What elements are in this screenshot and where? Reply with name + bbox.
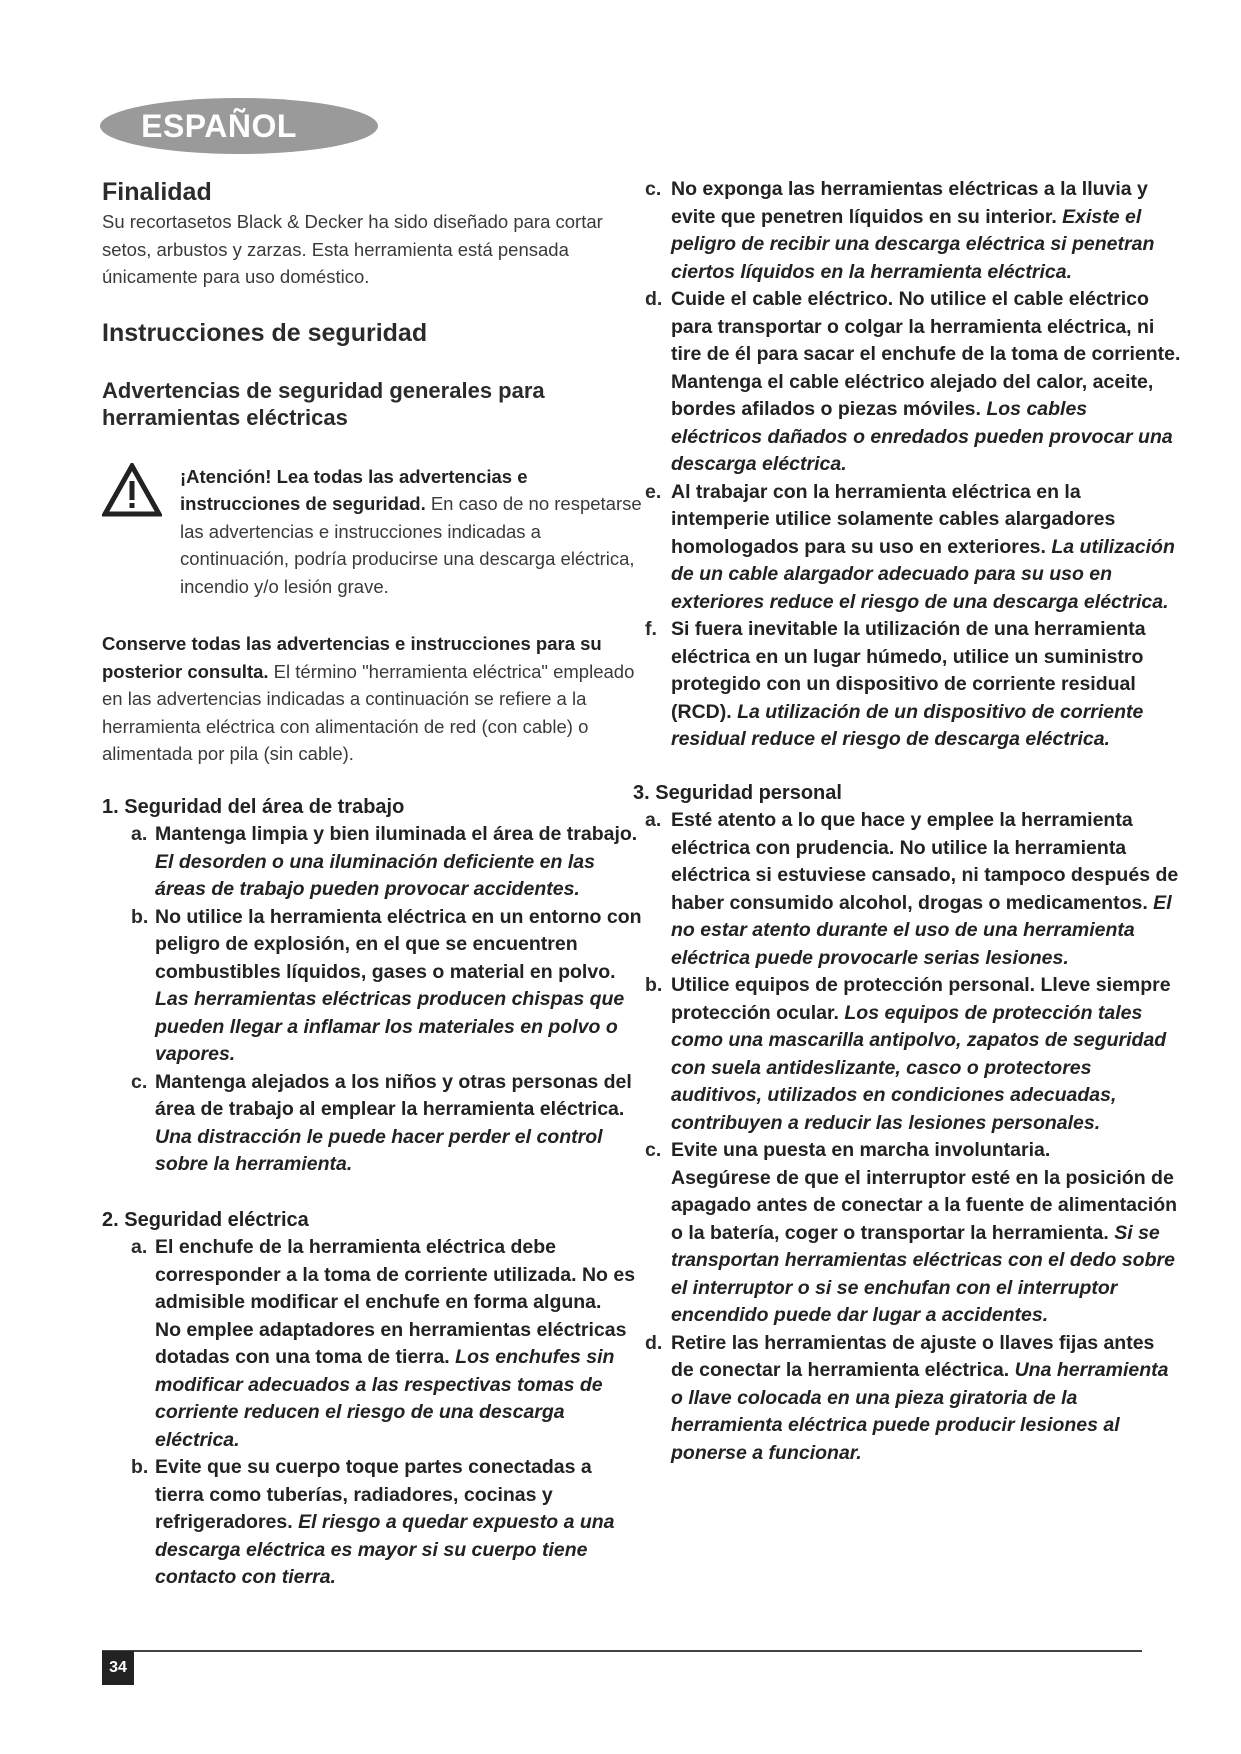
list-item: [102, 904, 642, 1069]
language-tab: [100, 98, 378, 154]
section-2-heading: 2. Seguridad eléctrica: [102, 1208, 309, 1231]
item-bold: Utilice equipos de protección personal. Lleve siempre protección ocular.: [671, 974, 1171, 1024]
warning-icon: [102, 463, 162, 517]
list-item: [637, 479, 1182, 617]
item-bold: Si fuera inevitable la utilización de una herramienta eléctrica en un lugar húmedo, utilice un suministro protegido con un dispositivo de corriente residual (RCD).: [671, 618, 1146, 723]
item-italic: Los enchufes sin modificar adecuados a las respectivas tomas de corriente reducen el riesgo de una descarga eléctrica.: [155, 1346, 615, 1451]
left-column: [102, 176, 642, 1592]
item-label: e.: [645, 480, 662, 503]
right-column: [633, 176, 1182, 1467]
list-item: [637, 616, 1182, 754]
item-italic: Una distracción le puede hacer perder el control sobre la herramienta.: [155, 1125, 603, 1175]
warning-bold: ¡Atención! Lea todas las advertencias e instrucciones de seguridad.: [180, 465, 528, 514]
list-item: [102, 1234, 642, 1454]
item-bold-2: Asegúrese de que el interruptor esté en la posición de apagado antes de conectar a la fuente de alimentación o la batería, coger o transportar la herramienta.: [671, 1166, 1178, 1244]
list-item: [102, 821, 642, 904]
item-italic: Los cables eléctricos dañados o enredados pueden provocar una descarga eléctrica.: [671, 398, 1173, 475]
item-bold: Mantenga alejados a los niños y otras personas del área de trabajo al emplear la herramienta eléctrica.: [155, 1070, 632, 1120]
item-bold: Evite que su cuerpo toque partes conectadas a tierra como tuberías, radiadores, cocinas y refrigeradores.: [155, 1456, 592, 1533]
language-label: ESPAÑOL: [141, 107, 297, 144]
item-italic: Una herramienta o llave colocada en una pieza giratoria de la herramienta eléctrica puede producir lesiones al ponerse a funcionar.: [671, 1359, 1169, 1464]
warning-block: [102, 463, 642, 601]
section-1-heading: 1. Seguridad del área de trabajo: [102, 795, 405, 818]
section-3-heading: 3. Seguridad personal: [633, 781, 842, 804]
finalidad-heading: Finalidad: [102, 178, 212, 206]
item-italic: Existe el peligro de recibir una descarga eléctrica si penetran ciertos líquidos en la herramienta eléctrica.: [671, 205, 1155, 283]
conserve-text: [102, 630, 642, 768]
item-italic: Si se transportan herramientas eléctricas con el dedo sobre el interruptor o si se enchufan con el interruptor encendido puede dar lugar a accidentes.: [671, 1221, 1175, 1326]
list-item: [637, 1137, 1182, 1330]
item-label: c.: [131, 1070, 148, 1093]
item-label: d.: [645, 1331, 663, 1354]
item-bold: Al trabajar con la herramienta eléctrica en la intemperie utilice solamente cables alargadores homologados para su uso en exteriores.: [671, 480, 1116, 558]
item-italic: El desorden o una iluminación deficiente en las áreas de trabajo pueden provocar accidentes.: [155, 850, 595, 900]
item-label: a.: [131, 823, 148, 845]
item-bold-2: No emplee adaptadores en herramientas eléctricas dotadas con una toma de tierra.: [155, 1318, 627, 1368]
list-item: [102, 1454, 642, 1592]
conserve-bold: Conserve todas las advertencias e instrucciones para su posterior consulta.: [102, 633, 602, 682]
item-bold: Esté atento a lo que hace y emplee la herramienta eléctrica con prudencia. No utilice la herramienta eléctrica si estuviese cansado, ni tampoco después de haber consumido alcohol, drogas o medicamentos.: [671, 809, 1179, 914]
page-number: 34: [102, 1651, 134, 1685]
item-label: b.: [645, 974, 663, 996]
item-bold: No utilice la herramienta eléctrica en un entorno con peligro de explosión, en el que se encuentren combustibles líquidos, gases o material en polvo.: [155, 905, 642, 983]
warning-text: [180, 463, 642, 601]
item-bold: Mantenga limpia y bien iluminada el área de trabajo.: [155, 823, 638, 845]
item-italic: Las herramientas eléctricas producen chispas que pueden llegar a inflamar los materiales en polvo o vapores.: [155, 988, 625, 1065]
item-italic: La utilización de un dispositivo de corriente residual reduce el riesgo de descarga eléctrica.: [671, 700, 1144, 750]
list-item: [637, 972, 1182, 1137]
item-label: b.: [131, 1456, 149, 1478]
list-item: [637, 1330, 1182, 1468]
item-label: c.: [645, 1139, 662, 1161]
item-bold: El enchufe de la herramienta eléctrica debe corresponder a la toma de corriente utilizada. No es admisible modificar el enchufe en forma alguna.: [155, 1236, 636, 1313]
advertencias-heading: Advertencias de seguridad generales para herramientas eléctricas: [102, 377, 545, 430]
item-italic: El riesgo a quedar expuesto a una descarga eléctrica es mayor si su cuerpo tiene contacto con tierra.: [155, 1511, 615, 1588]
item-italic: La utilización de un cable alargador adecuado para su uso en exteriores reduce el riesgo de una descarga eléctrica.: [671, 535, 1175, 613]
footer-rule: [102, 1650, 1142, 1652]
item-italic: Los equipos de protección tales como una mascarilla antipolvo, zapatos de seguridad con suela antideslizante, casco o protectores auditivos, utilizados en condiciones adecuadas, contribuyen a reducir las lesiones personales.: [671, 1001, 1167, 1134]
item-bold: No exponga las herramientas eléctricas a la lluvia y evite que penetren líquidos en su interior.: [671, 178, 1148, 228]
item-bold: Evite una puesta en marcha involuntaria.: [671, 1139, 1051, 1161]
item-label: d.: [645, 288, 663, 310]
item-label: c.: [645, 178, 662, 200]
list-item: [637, 176, 1182, 286]
item-bold: Cuide el cable eléctrico. No utilice el cable eléctrico para transportar o colgar la herramienta eléctrica, ni tire de él para sacar el enchufe de la toma de corriente. Mantenga el cable eléctrico alejado del calor, aceite, bordes afilados o piezas móviles.: [671, 288, 1181, 420]
list-item: [102, 1069, 642, 1179]
list-item: [637, 286, 1182, 479]
item-label: a.: [131, 1236, 148, 1258]
list-item: [637, 807, 1182, 972]
item-label: b.: [131, 905, 149, 928]
item-bold: Retire las herramientas de ajuste o llaves fijas antes de conectar la herramienta eléctrica.: [671, 1331, 1155, 1381]
item-label: f.: [645, 618, 657, 640]
item-italic: El no estar atento durante el uso de una herramienta eléctrica puede provocarle serias lesiones.: [671, 891, 1172, 969]
item-label: a.: [645, 809, 662, 831]
finalidad-text: Su recortasetos Black & Decker ha sido diseñado para cortar setos, arbustos y zarzas. Esta herramienta está pensada únicamente para uso doméstico.: [102, 211, 603, 287]
conserve-body: El término "herramienta eléctrica" empleado en las advertencias indicadas a continuación se refiere a la herramienta eléctrica con alimentación de red (con cable) o alimentada por pila (sin cable).: [102, 660, 635, 764]
instrucciones-heading: Instrucciones de seguridad: [102, 318, 428, 347]
warning-body: En caso de no respetarse las advertencias e instrucciones indicadas a continuación, podría producirse una descarga eléctrica, incendio y/o lesión grave.: [180, 493, 642, 597]
